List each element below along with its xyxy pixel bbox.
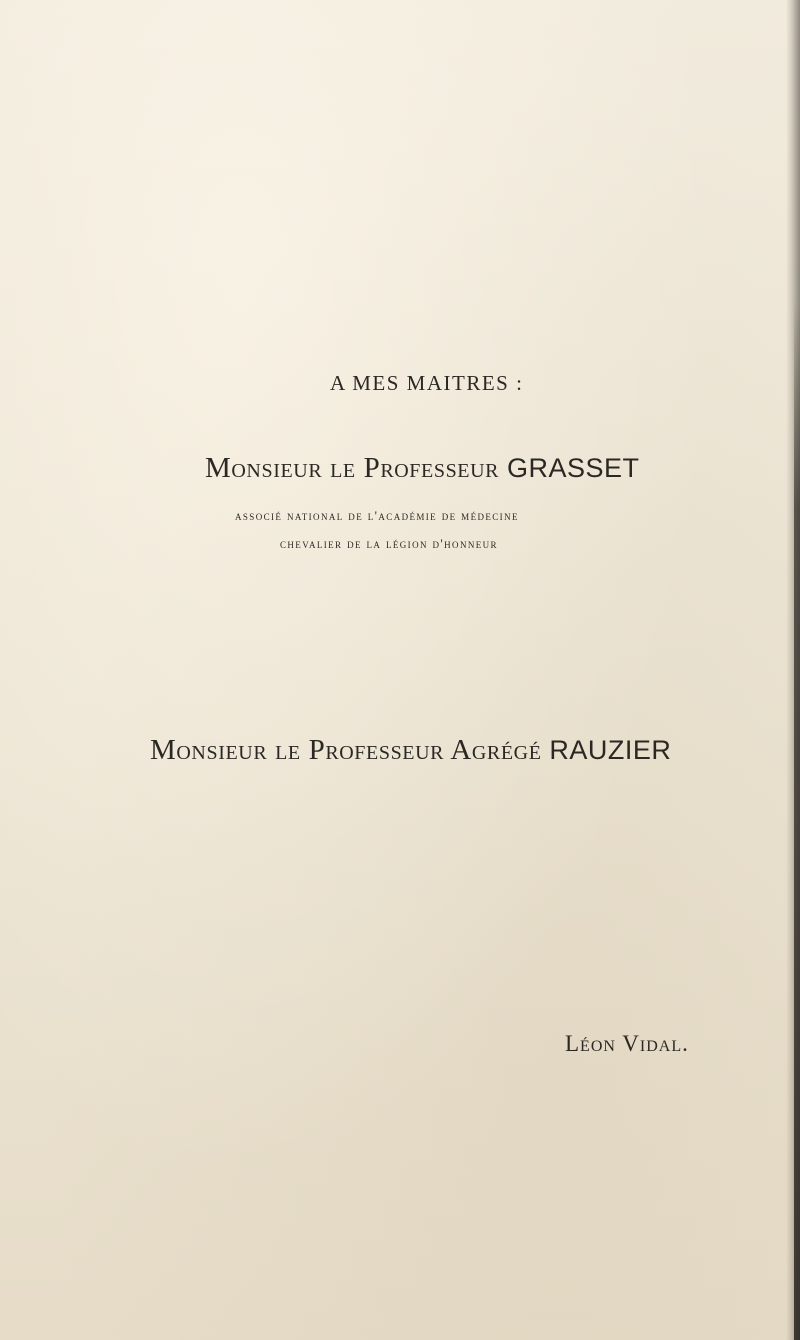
professor-1-surname: GRASSET [506,453,640,483]
professor-1-title-legion: chevalier de la légion d'honneur [280,536,498,551]
professor-2-surname: RAUZIER [549,735,672,765]
professor-1-prefix: Monsieur le Professeur [205,452,500,484]
binding-edge [794,300,800,1340]
professor-1-title-academy: associé national de l'académie de médecine [235,508,519,523]
professor-2-name [150,734,730,767]
dedication-heading: A MES MAITRES : [330,371,524,395]
professor-2-prefix: Monsieur le Professeur Agrégé [150,734,542,766]
professor-1-name [205,452,685,485]
author-signature: Léon Vidal. [565,1031,689,1056]
